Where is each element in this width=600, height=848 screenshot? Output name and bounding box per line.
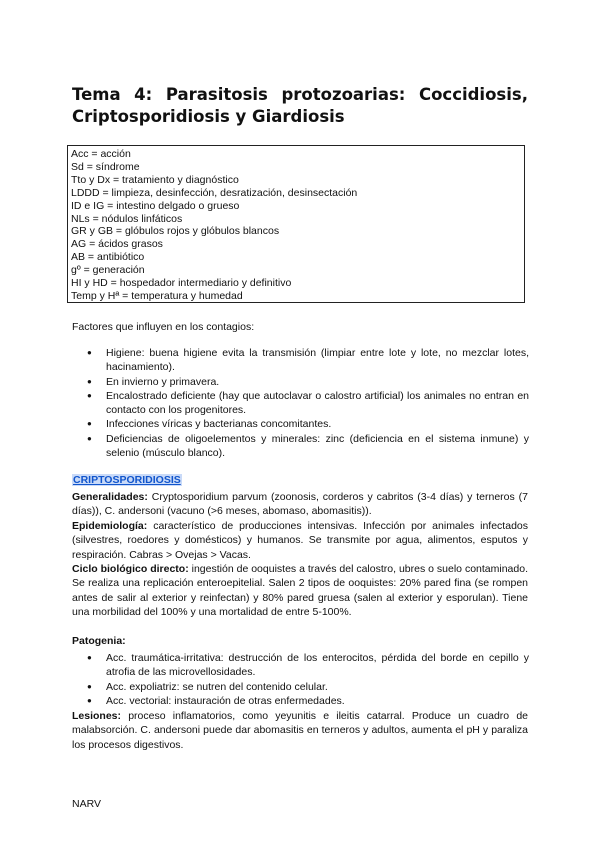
abbreviation-item: NLs = nódulos linfáticos <box>71 212 183 225</box>
section-heading-criptosporidiosis[interactable]: CRIPTOSPORIDIOSIS <box>73 474 181 486</box>
abbreviation-item: GR y GB = glóbulos rojos y glóbulos blancos <box>71 225 280 238</box>
list-item: ● Infecciones víricas y bacterianas concomitantes. <box>82 417 529 431</box>
title-line-1: Tema 4: Parasitosis protozoarias: Coccidiosis, <box>72 85 528 104</box>
list-item: ● Acc. vectorial: instauración de otras enfermedades. <box>82 694 529 708</box>
abbreviation-item: ID e IG = intestino delgado o grueso <box>71 199 240 212</box>
cripto-body <box>72 490 528 620</box>
page-title <box>72 84 528 128</box>
factors-intro: Factores que influyen en los contagios: <box>72 321 255 333</box>
ciclo-label: Ciclo biológico directo: <box>72 563 189 576</box>
abbreviations-box <box>67 145 525 303</box>
lesiones-paragraph <box>72 709 528 752</box>
abbreviation-item: Temp y Hª = temperatura y humedad <box>71 289 243 302</box>
lesiones-label: Lesiones: <box>72 710 122 722</box>
title-line-2: Criptosporidiosis y Giardiosis <box>72 107 345 126</box>
abbreviation-item: Tto y Dx = tratamiento y diagnóstico <box>71 173 239 186</box>
factors-list <box>82 346 529 460</box>
list-item: ● Acc. expoliatriz: se nutren del contenido celular. <box>82 680 529 694</box>
list-item: ● Deficiencias de oligoelementos y minerales: zinc (deficiencia en el sistema inmune) y selenio (músculo blanco). <box>82 432 529 461</box>
abbreviation-item: LDDD = limpieza, desinfección, desratización, desinsectación <box>71 186 358 199</box>
abbreviation-item: Acc = acción <box>71 148 131 160</box>
epidemiologia-paragraph <box>72 519 528 562</box>
list-item: ● En invierno y primavera. <box>82 375 529 389</box>
patogenia-heading-block <box>72 634 528 648</box>
generalidades-text: Cryptosporidium parvum (zoonosis, corderos y cabritos (3-4 días) y terneros (7 días)), C. andersoni (vacuno (>6 meses, abomaso, abomasitis)). <box>72 491 528 518</box>
patogenia-list <box>82 651 529 708</box>
abbreviation-item: AG = ácidos grasos <box>71 238 163 251</box>
epidemiologia-label: Epidemiología: <box>72 519 148 532</box>
list-item: ● Higiene: buena higiene evita la transmisión (limpiar entre lote y lote, no mezclar lotes, hacinamiento). <box>82 346 529 375</box>
list-item: ● Acc. traumática-irritativa: destrucción de los enterocitos, pérdida del borde en cepillo y atrofia de las microvellosidades. <box>82 651 529 680</box>
patogenia-label: Patogenia: <box>72 635 126 647</box>
abbreviation-item: HI y HD = hospedador intermediario y definitivo <box>71 277 292 290</box>
ciclo-text: ingestión de ooquistes a través del calostro, ubres o suelo contaminado. Se realiza una replicación enteroepitelial. Salen 2 tipos de ooquistes: 20% pared fina (se rompen antes de salir al exterior y reinfectan) y 80% pared gruesa (salen al exterior y esporulan). Tiene una morbilidad del 100% y una mortalidad de entre 5-100%. <box>72 563 528 619</box>
abbreviation-item: AB = antibiótico <box>71 251 145 264</box>
abbreviation-item: gº = generación <box>71 264 145 277</box>
footer-initials: NARV <box>72 798 101 810</box>
generalidades-paragraph <box>72 490 528 519</box>
lesiones-text: proceso inflamatorios, como yeyunitis e ileitis catarral. Produce un cuadro de malabsorción. C. andersoni puede dar abomasitis en terneros y adultos, aumenta el pH y paraliza los procesos digestivos. <box>72 710 528 751</box>
list-item: ● Encalostrado deficiente (hay que autoclavar o calostro artificial) los animales no entran en contacto con los progenitores. <box>82 389 529 418</box>
generalidades-label: Generalidades: <box>72 491 148 503</box>
abbreviation-item: Sd = síndrome <box>71 160 140 173</box>
ciclo-paragraph <box>72 562 528 620</box>
epidemiologia-text: característico de producciones intensivas. Infección por animales infectados (silvestres, roedores y domésticos) y humanos. Se transmite por agua, alimentos, esputos y respiración. Cabras > Ovejas > Vacas. <box>72 519 528 561</box>
